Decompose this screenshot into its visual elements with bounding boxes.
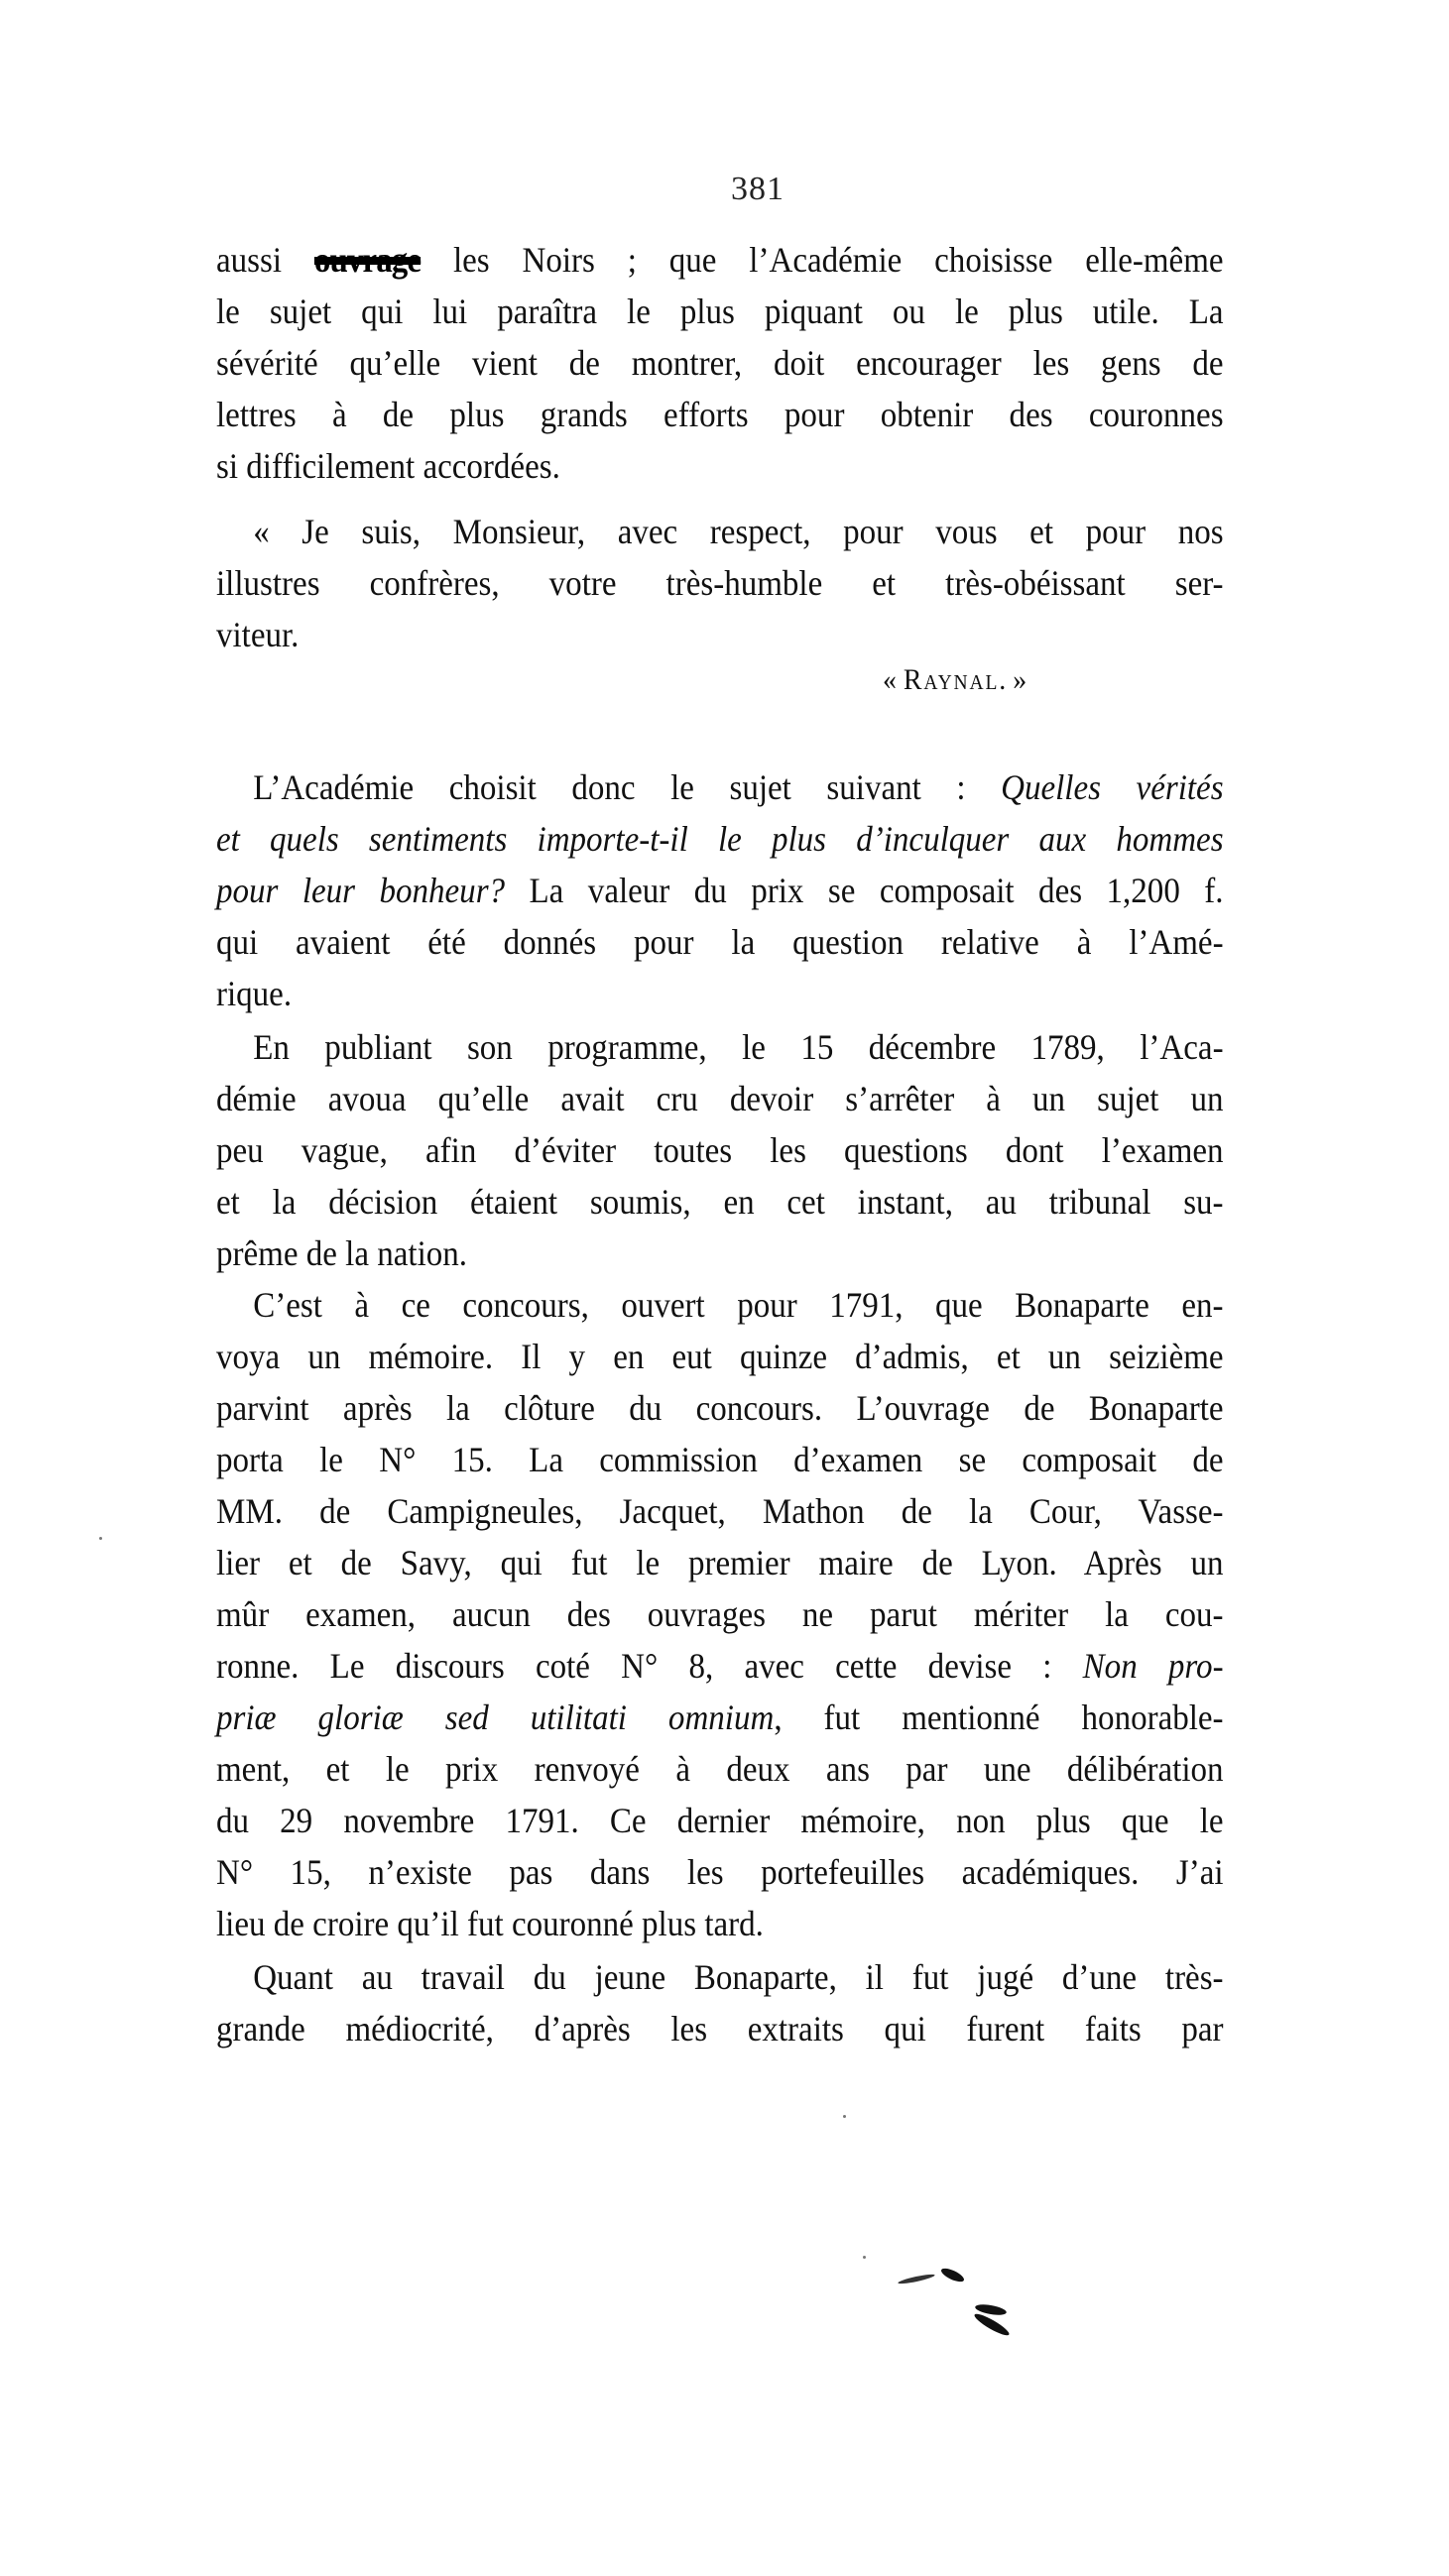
text-run: aussi [216,240,314,280]
text-run: les Noirs ; que l’Académie choisisse elle-même [421,240,1224,280]
text-line: MM. de Campigneules, Jacquet, Mathon de la Cour, Vasse- [216,1491,1224,1531]
quote-open: « [883,663,904,696]
text-line: peu vague, afin d’éviter toutes les questions dont l’examen [216,1130,1224,1170]
text-line [216,865,1224,916]
text-run: ronne. Le discours coté N° 8, avec cette devise : [216,1646,1083,1686]
text-line: mûr examen, aucun des ouvrages ne parut mériter la cou- [216,1594,1224,1634]
text-line: et quels sentiments importe-t-il le plus d’inculquer aux hommes [216,819,1224,859]
text-line: voya un mémoire. Il y en eut quinze d’admis, et un seizième [216,1337,1224,1376]
text-line: le sujet qui lui paraîtra le plus piquant ou le plus utile. La [216,292,1224,331]
smudged-word: ouvrage [313,240,422,280]
text-line: N° 15, n’existe pas dans les portefeuilles académiques. J’ai [216,1852,1224,1892]
text-line: illustres confrères, votre très-humble et très-obéissant ser- [216,563,1224,603]
quote-close: . » [999,663,1027,696]
text-line [216,761,1224,813]
scan-speck [863,2256,866,2259]
text-run: , fut mentionné honorable- [774,1698,1224,1737]
text-line: du 29 novembre 1791. Ce dernier mémoire, non plus que le [216,1801,1224,1840]
text-line: qui avaient été donnés pour la question relative à l’Amé- [216,922,1224,962]
text-line: viteur. [216,615,300,654]
text-line: et la décision étaient soumis, en cet instant, au tribunal su- [216,1182,1224,1222]
signature [883,654,1159,706]
text-line [216,1640,1224,1692]
text-run: L’Académie choisit donc le sujet suivant : [253,767,1002,807]
ink-smudge [898,2273,935,2285]
text-line: sévérité qu’elle vient de montrer, doit encourager les gens de [216,343,1224,383]
page-number: 381 [731,171,785,207]
text-line: Quant au travail du jeune Bonaparte, il fut jugé d’une très- [253,1957,1224,1997]
text-line [216,234,1224,286]
text-line: En publiant son programme, le 15 décembre 1789, l’Aca- [253,1027,1224,1067]
ink-smudge [972,2311,1011,2339]
scan-speck [99,1537,102,1540]
signature-name: Raynal [903,663,1000,696]
scan-speck [843,2115,846,2118]
text-line: lieu de croire qu’il fut couronné plus tard. [216,1904,764,1943]
ink-smudge [939,2266,965,2284]
text-line: C’est à ce concours, ouvert pour 1791, que Bonaparte en- [253,1285,1224,1325]
text-line: démie avoua qu’elle avait cru devoir s’arrêter à un sujet un [216,1079,1224,1118]
text-line [216,1692,1224,1743]
italic-run: pour leur bonheur? [216,871,506,910]
italic-run: priæ gloriæ sed utilitati omnium [216,1698,775,1737]
text-line: parvint après la clôture du concours. L’ouvrage de Bonaparte [216,1388,1224,1428]
text-run: La valeur du prix se composait des 1,200 f. [505,871,1224,910]
text-line: lier et de Savy, qui fut le premier maire de Lyon. Après un [216,1543,1224,1582]
text-line: lettres à de plus grands efforts pour obtenir des couronnes [216,395,1224,434]
text-line: « Je suis, Monsieur, avec respect, pour vous et pour nos [253,512,1224,551]
text-line: porta le N° 15. La commission d’examen se composait de [216,1440,1224,1479]
text-line: si difficilement accordées. [216,446,560,486]
text-line: grande médiocrité, d’après les extraits qui furent faits par [216,2009,1224,2049]
text-line: rique. [216,974,293,1013]
text-line: ment, et le prix renvoyé à deux ans par une délibération [216,1749,1224,1789]
italic-run: Non pro- [1082,1646,1224,1686]
text-line: prême de la nation. [216,1233,468,1273]
italic-run: Quelles vérités [1001,767,1224,807]
